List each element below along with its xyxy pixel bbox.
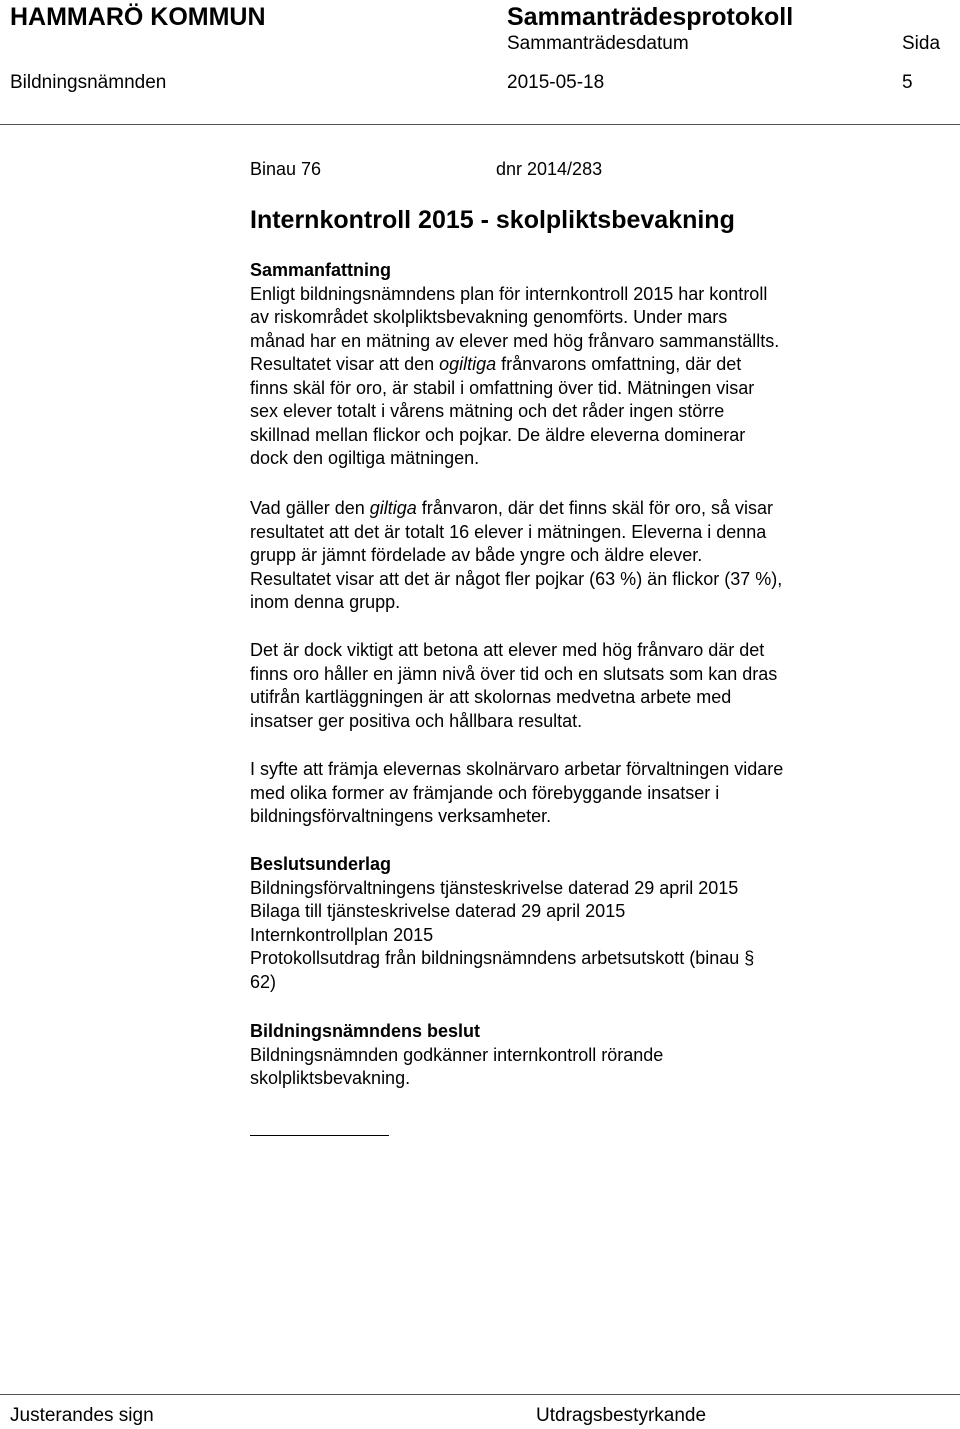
text-line: med olika former av främjande och förebyggande insatser i [250, 782, 720, 803]
text-line: Internkontrollplan 2015 [250, 924, 434, 945]
page-label: Sida [902, 33, 941, 54]
certified-extract-label: Utdragsbestyrkande [536, 1405, 707, 1426]
summary-section [250, 259, 900, 471]
signature-line [250, 1135, 389, 1136]
text-line: Resultatet visar att det är något fler pojkar (63 %) än flickor (37 %), [250, 568, 783, 589]
emphasized-word: giltiga [369, 498, 417, 518]
summary-heading: Sammanfattning [250, 260, 392, 280]
text-line: månad har en mätning av elever med hög frånvaro sammanställts. [250, 330, 780, 351]
text-line: finns skäl för oro, är stabil i omfattning över tid. Mätningen visar [250, 377, 755, 398]
text-line: Protokollsutdrag från bildningsnämndens arbetsutskott (binau § [250, 948, 755, 968]
text-line: 62) [250, 971, 277, 992]
text-line: Det är dock viktigt att betona att elever med hög frånvaro där det [250, 640, 765, 660]
text-line: grupp är jämnt fördelade av både yngre och äldre elever. [250, 545, 703, 565]
text-line: skolpliktsbevakning. [250, 1068, 411, 1088]
text-line [250, 497, 900, 521]
summary-paragraph-2 [250, 497, 900, 615]
text-segment: Vad gäller den [250, 498, 370, 518]
basis-section [250, 853, 900, 994]
decision-heading: Bildningsnämndens beslut [250, 1021, 481, 1041]
text-segment: frånvaron, där det finns skäl för oro, så visar [416, 498, 773, 518]
text-segment: Resultatet visar att den [250, 354, 440, 374]
decision-text [250, 1044, 900, 1091]
adjuster-sign-label: Justerandes sign [10, 1405, 154, 1426]
text-line: Bildningsförvaltningens tjänsteskrivelse daterad 29 april 2015 [250, 877, 739, 898]
committee-name: Bildningsnämnden [10, 72, 167, 93]
document-type: Sammanträdesprotokoll [507, 3, 794, 31]
municipality-name: HAMMARÖ KOMMUN [10, 3, 266, 31]
text-line: resultatet att det är totalt 16 elever i mätningen. Eleverna i denna [250, 521, 767, 542]
text-line: Bilaga till tjänsteskrivelse daterad 29 april 2015 [250, 901, 626, 921]
header-rule [0, 124, 960, 125]
basis-heading: Beslutsunderlag [250, 854, 392, 874]
page-number: 5 [902, 72, 913, 93]
text-line: Enligt bildningsnämndens plan för internkontroll 2015 har kontroll [250, 283, 768, 304]
text-line: I syfte att främja elevernas skolnärvaro arbetar förvaltningen vidare [250, 759, 784, 779]
summary-paragraph-1 [250, 283, 900, 471]
text-line: insatser ger positiva och hållbara resultat. [250, 710, 583, 731]
text-line: sex elever totalt i vårens mätning och det råder ingen större [250, 401, 725, 421]
text-line: skillnad mellan flickor och pojkar. De äldre eleverna dominerar [250, 424, 746, 445]
decision-section [250, 1020, 900, 1091]
summary-paragraph-3 [250, 639, 900, 733]
meeting-date-label: Sammanträdesdatum [507, 33, 689, 54]
page-title: Internkontroll 2015 - skolpliktsbevakning [250, 206, 735, 234]
text-line: finns oro håller en jämn nivå över tid och en slutsats som kan dras [250, 663, 778, 684]
summary-paragraph-4 [250, 758, 900, 829]
text-line: Bildningsnämnden godkänner internkontroll rörande [250, 1044, 664, 1065]
diary-number: dnr 2014/283 [496, 159, 603, 179]
meeting-date: 2015-05-18 [507, 72, 605, 93]
text-line: bildningsförvaltningens verksamheter. [250, 806, 552, 826]
text-line [250, 353, 900, 377]
emphasized-word: ogiltiga [439, 354, 497, 374]
footer-rule [0, 1394, 960, 1395]
text-segment: frånvarons omfattning, där det [496, 354, 742, 374]
text-line: utifrån kartläggningen är att skolornas medvetna arbete med [250, 687, 732, 707]
item-reference: Binau 76 [250, 159, 322, 179]
basis-list [250, 877, 900, 995]
text-line: inom denna grupp. [250, 592, 401, 612]
text-line: av riskområdet skolpliktsbevakning genomförts. Under mars [250, 307, 728, 327]
text-line: dock den ogiltiga mätningen. [250, 448, 480, 468]
